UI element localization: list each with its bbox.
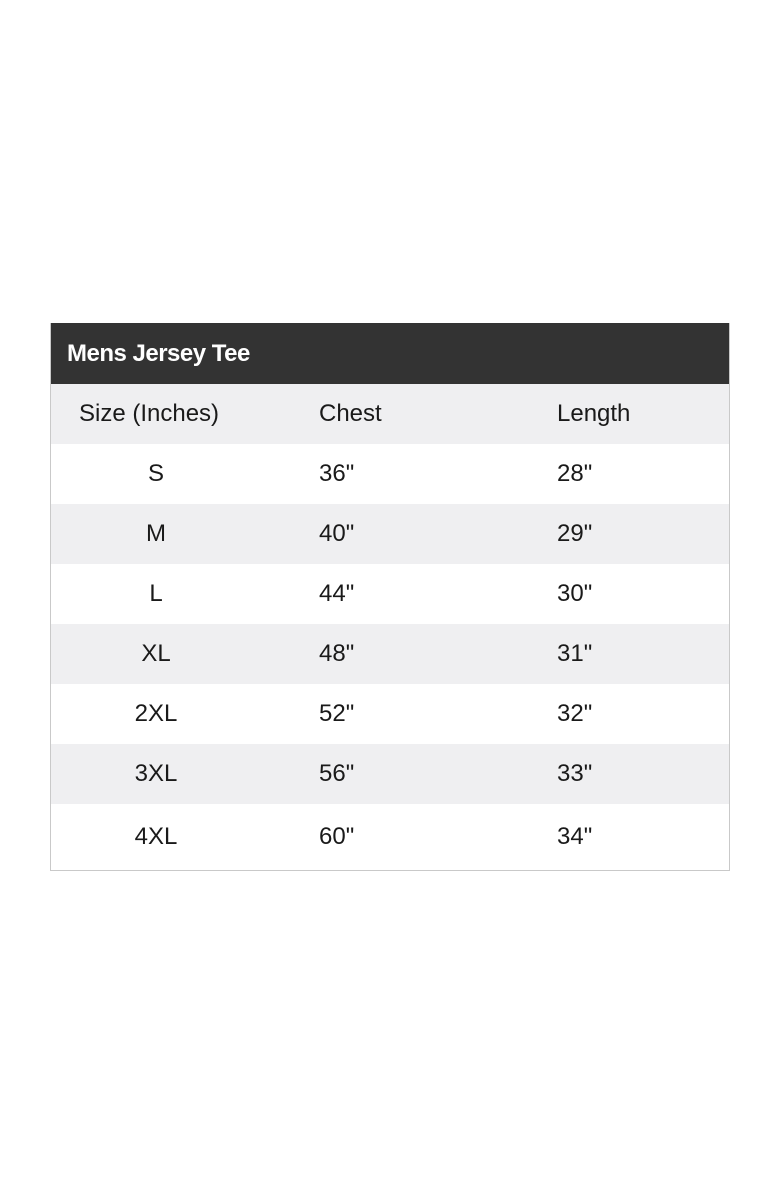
chest-cell: 40"	[319, 520, 355, 547]
table-row	[51, 684, 729, 744]
length-cell: 32"	[557, 700, 593, 727]
table-row	[51, 744, 729, 804]
length-cell: 30"	[557, 580, 593, 607]
table-header-row	[51, 384, 729, 444]
header-size: Size (Inches)	[79, 400, 220, 427]
chest-cell: 52"	[319, 700, 355, 727]
size-cell: M	[146, 520, 166, 547]
size-cell: XL	[141, 640, 171, 667]
chest-cell: 44"	[319, 580, 355, 607]
length-cell: 28"	[557, 460, 593, 487]
size-cell: 3XL	[134, 760, 178, 787]
length-cell: 29"	[557, 520, 593, 547]
chest-cell: 36"	[319, 460, 355, 487]
table-row	[51, 624, 729, 684]
length-cell: 33"	[557, 760, 593, 787]
table-title: Mens Jersey Tee	[51, 323, 729, 384]
chest-cell: 56"	[319, 760, 355, 787]
table-row	[51, 504, 729, 564]
table-row	[51, 444, 729, 504]
size-chart-table	[50, 323, 730, 871]
size-cell: 2XL	[134, 700, 178, 727]
length-cell: 31"	[557, 640, 593, 667]
header-length: Length	[557, 400, 631, 427]
chest-cell: 48"	[319, 640, 355, 667]
table-row	[51, 804, 729, 870]
size-cell: L	[149, 580, 163, 607]
size-cell: S	[147, 460, 164, 487]
chest-cell: 60"	[319, 823, 355, 850]
length-cell: 34"	[557, 823, 593, 850]
size-cell: 4XL	[134, 823, 178, 850]
table-row	[51, 564, 729, 624]
header-chest: Chest	[319, 400, 382, 427]
